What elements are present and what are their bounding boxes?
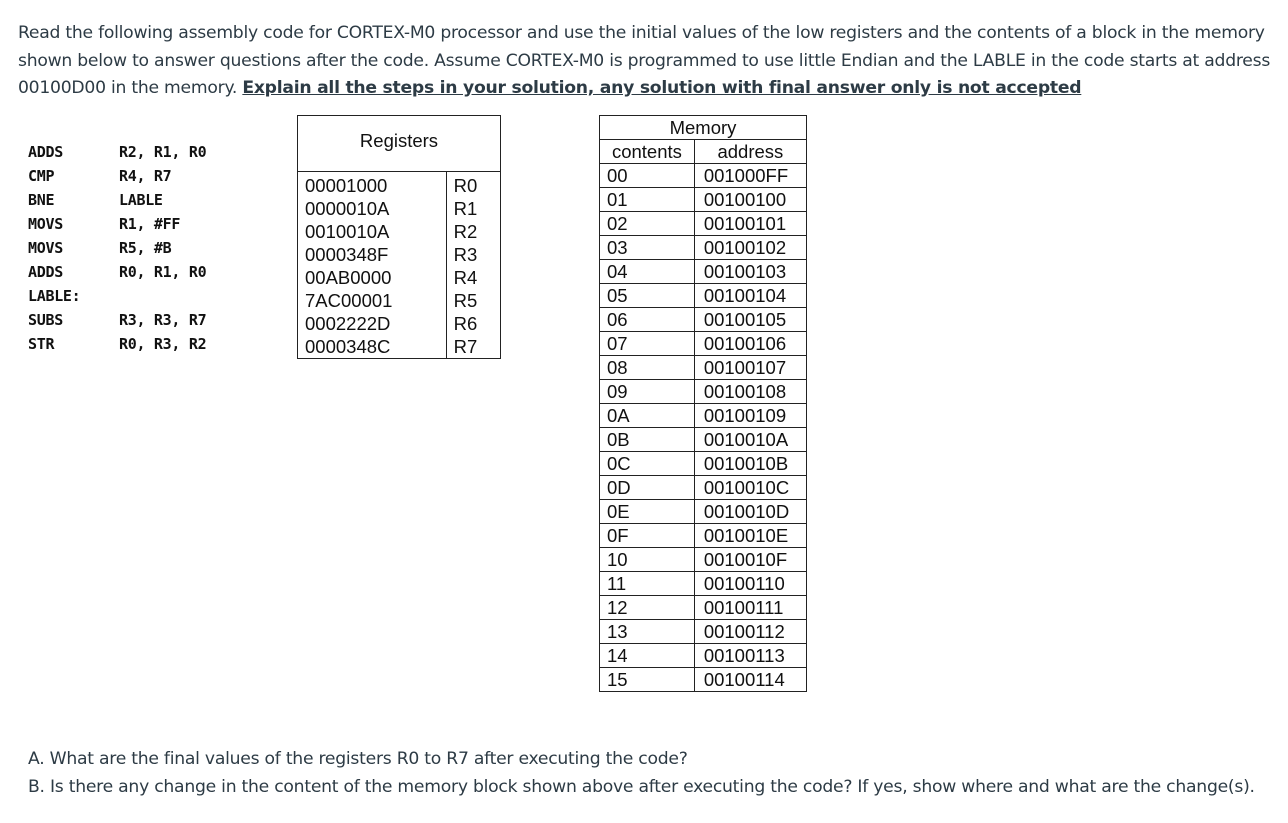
memory-contents: 0B <box>600 428 695 452</box>
register-value: 0000348C <box>298 335 447 359</box>
register-row <box>298 220 501 243</box>
memory-address: 0010010D <box>694 500 806 524</box>
register-name: R2 <box>446 220 500 243</box>
register-value: 0000348F <box>298 243 447 266</box>
register-name: R3 <box>446 243 500 266</box>
memory-address: 00100106 <box>694 332 806 356</box>
register-value: 00001000 <box>298 172 447 198</box>
code-opcode: ADDS <box>28 263 63 281</box>
memory-contents: 01 <box>600 188 695 212</box>
code-opcode: BNE <box>28 191 55 209</box>
register-row <box>298 312 501 335</box>
memory-address: 0010010F <box>694 548 806 572</box>
memory-contents: 05 <box>600 284 695 308</box>
memory-row <box>600 500 807 524</box>
memory-contents: 11 <box>600 572 695 596</box>
memory-address: 00100107 <box>694 356 806 380</box>
memory-contents: 14 <box>600 644 695 668</box>
code-opcode: CMP <box>28 167 55 185</box>
code-operands: R2, R1, R0 <box>119 143 207 161</box>
register-row <box>298 289 501 312</box>
memory-contents: 0A <box>600 404 695 428</box>
memory-contents: 00 <box>600 164 695 188</box>
code-opcode: SUBS <box>28 311 63 329</box>
memory-contents: 0C <box>600 452 695 476</box>
memory-address: 00100101 <box>694 212 806 236</box>
memory-row <box>600 644 807 668</box>
code-opcode: STR <box>28 335 55 353</box>
memory-row <box>600 164 807 188</box>
memory-address: 00100111 <box>694 596 806 620</box>
memory-row <box>600 524 807 548</box>
memory-table <box>599 115 807 692</box>
memory-row <box>600 236 807 260</box>
memory-row <box>600 668 807 692</box>
memory-row <box>600 260 807 284</box>
memory-contents: 04 <box>600 260 695 284</box>
memory-title: Memory <box>600 116 807 140</box>
memory-address: 00100104 <box>694 284 806 308</box>
code-operands: R4, R7 <box>119 167 172 185</box>
contents-header: contents <box>600 140 695 164</box>
problem-statement <box>18 20 1273 103</box>
register-row <box>298 243 501 266</box>
question-a: A. What are the final values of the registers R0 to R7 after executing the code? <box>28 749 688 769</box>
questions <box>28 746 1255 801</box>
memory-contents: 07 <box>600 332 695 356</box>
memory-contents: 06 <box>600 308 695 332</box>
memory-contents: 0D <box>600 476 695 500</box>
address-header: address <box>694 140 806 164</box>
memory-address: 0010010E <box>694 524 806 548</box>
memory-contents: 08 <box>600 356 695 380</box>
register-value: 7AC00001 <box>298 289 447 312</box>
memory-row <box>600 188 807 212</box>
memory-address: 00100112 <box>694 620 806 644</box>
register-name: R7 <box>446 335 500 359</box>
emphasis-instruction: Explain all the steps in your solution, any solution with final answer only is not accepted <box>242 78 1082 98</box>
register-name: R5 <box>446 289 500 312</box>
memory-address: 00100102 <box>694 236 806 260</box>
code-operands: R0, R3, R2 <box>119 335 207 353</box>
question-b: B. Is there any change in the content of the memory block shown above after executing the code? If yes, show where and what are the change(s). <box>28 776 1255 797</box>
register-name: R6 <box>446 312 500 335</box>
memory-row <box>600 620 807 644</box>
memory-row <box>600 428 807 452</box>
memory-address: 00100100 <box>694 188 806 212</box>
register-row <box>298 266 501 289</box>
register-name: R1 <box>446 197 500 220</box>
memory-address: 00100109 <box>694 404 806 428</box>
memory-address: 00100103 <box>694 260 806 284</box>
memory-row <box>600 308 807 332</box>
memory-row <box>600 404 807 428</box>
register-name: R0 <box>446 172 500 198</box>
memory-row <box>600 284 807 308</box>
memory-row <box>600 476 807 500</box>
memory-row <box>600 548 807 572</box>
registers-table <box>297 115 501 359</box>
memory-row <box>600 332 807 356</box>
memory-address: 001000FF <box>694 164 806 188</box>
register-row <box>298 335 501 359</box>
memory-row <box>600 356 807 380</box>
code-opcode: MOVS <box>28 215 63 233</box>
memory-contents: 15 <box>600 668 695 692</box>
memory-address: 0010010A <box>694 428 806 452</box>
memory-address: 00100113 <box>694 644 806 668</box>
memory-contents: 09 <box>600 380 695 404</box>
register-value: 0000010A <box>298 197 447 220</box>
memory-address: 0010010B <box>694 452 806 476</box>
memory-address: 00100114 <box>694 668 806 692</box>
memory-address: 00100105 <box>694 308 806 332</box>
memory-contents: 0E <box>600 500 695 524</box>
code-operands: R1, #FF <box>119 215 181 233</box>
memory-row <box>600 596 807 620</box>
code-operands: R0, R1, R0 <box>119 263 207 281</box>
memory-contents: 13 <box>600 620 695 644</box>
memory-row <box>600 380 807 404</box>
problem-text: Read the following assembly code for CORTEX-M0 processor and use the initial values of the low registers and the contents of a block in the memory shown below to answer questions after the code. Assume CORTEX-M0 is programmed to use little Endian and the LABLE in the code starts at address 00100D00 in the memory. <box>18 23 1271 98</box>
register-name: R4 <box>446 266 500 289</box>
memory-row <box>600 572 807 596</box>
register-row <box>298 197 501 220</box>
memory-contents: 0F <box>600 524 695 548</box>
register-value: 0002222D <box>298 312 447 335</box>
memory-contents: 02 <box>600 212 695 236</box>
memory-contents: 10 <box>600 548 695 572</box>
code-operands: LABLE <box>119 191 163 209</box>
code-operands: R3, R3, R7 <box>119 311 207 329</box>
code-operands: R5, #B <box>119 239 172 257</box>
memory-address: 00100108 <box>694 380 806 404</box>
register-value: 0010010A <box>298 220 447 243</box>
memory-row <box>600 452 807 476</box>
register-row <box>298 172 501 198</box>
code-opcode: MOVS <box>28 239 63 257</box>
memory-contents: 12 <box>600 596 695 620</box>
code-opcode: LABLE: <box>28 287 81 305</box>
register-value: 00AB0000 <box>298 266 447 289</box>
registers-title: Registers <box>298 116 501 172</box>
memory-address: 0010010C <box>694 476 806 500</box>
memory-row <box>600 212 807 236</box>
code-opcode: ADDS <box>28 143 63 161</box>
memory-address: 00100110 <box>694 572 806 596</box>
memory-contents: 03 <box>600 236 695 260</box>
